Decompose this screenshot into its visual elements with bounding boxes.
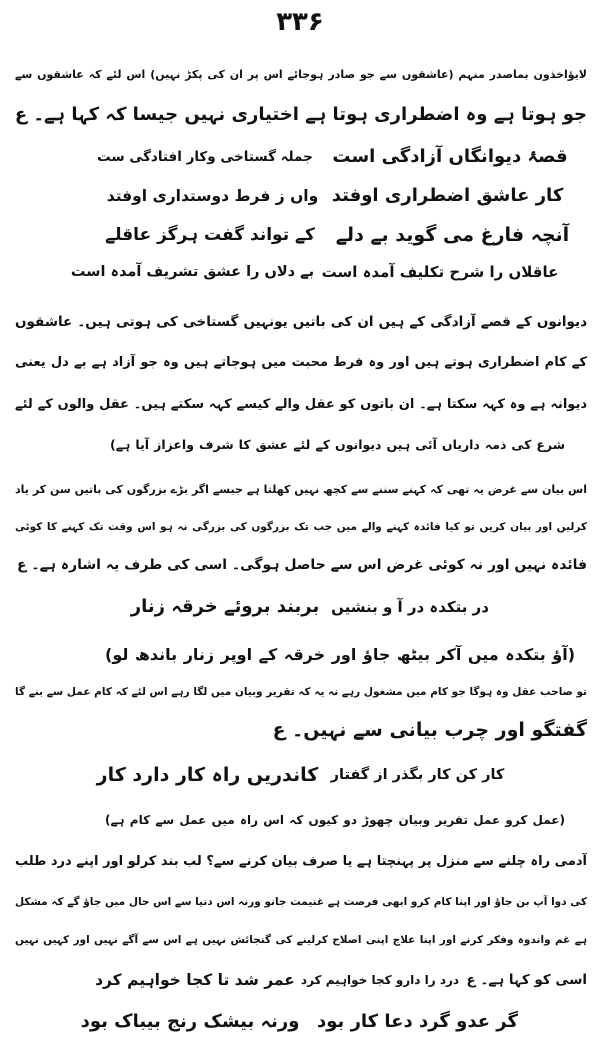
text-line: فائدہ نہیں اور نہ کوئی غرض اس سے حاصل ہوگی۔ اسی کی طرف یہ اشارہ ہے۔ ع [16,557,587,573]
verse-couplet [0,962,600,998]
verse-intro-text: اسی کو کہا ہے۔ ع [467,972,587,988]
text-line: لایؤاخذون بماصدر منہم (عاشقوں سے جو صادر ہوجائے اس پر ان کی پکڑ نہیں) اس لئے کہ عاشقوں سے [15,68,587,81]
verse-hemistich-left: کاندریں راہ کار دارد کار [96,764,319,786]
text-line: کی دوا آپ بن جاؤ اور اپنا کام کرو ابھی فرصت ہے غنیمت جانو ورنہ اس دنیا سے اس حال میں جاؤ گے کہ مشکل [15,896,587,908]
verse-couplet [0,217,600,253]
verse-hemistich-right: قصۂ دیوانگاں آزادگی است [332,146,568,167]
verse-couplet [0,757,600,793]
text-line: آدمی راہ چلنے سے منزل پر پہنچتا ہے یا صرف بیان کرنے سے؟ لب بند کرلو اور اپنے درد طلب [15,854,587,869]
text-line: تو صاحب عقل وہ ہوگا جو کام میں مشغول رہے نہ یہ کہ تقریر وبیان میں لگا رہے اس لئے کہ کام عمل سے بنے گا [15,686,587,698]
verse-hemistich-right: گر عدو گرد دعا کار بود [317,1011,518,1032]
page-number: ۳۳۶ [276,7,324,37]
verse-hemistich-right: کار کن کار بگذر از گفتار [330,767,505,783]
verse-hemistich-left: کے تواند گفت ہرگز عاقلے [105,225,315,245]
text-line: گفتگو اور چرب بیانی سے نہیں۔ ع [272,719,587,741]
verse-hemistich-right: درد را دارو کجا خواہیم کرد [300,973,460,987]
verse-couplet [0,139,600,175]
text-line: ہے غم واندوہ وفکر کرنے اور اپنا علاج اپنی اصلاح کرلینے کی گنجائش نہیں ہے اس سے آگے نہیں اور کہیں نہیں [15,934,587,946]
verse-couplet [0,254,600,290]
verse-hemistich-left: بربند بروئے خرقہ زنار [130,596,320,617]
verse-couplet [0,1004,600,1040]
verse-couplet [0,178,600,214]
verse-couplet [0,589,600,625]
text-line: جو ہوتا ہے وہ اضطراری ہوتا ہے اختیاری نہیں جیسا کہ کہا ہے۔ ع [15,104,587,125]
translation-line: شرع کی ذمہ داریاں آئی ہیں دیوانوں کے لئے عشق کا شرف واعزاز آیا ہے) [110,437,565,452]
verse-hemistich-left: عمر شد تا کجا خواہیم کرد [95,971,295,989]
verse-hemistich-right: آنچہ فارغ می گوید بے دلے [335,224,570,246]
translation-line: (آؤ بتکدہ میں آکر بیٹھ جاؤ اور خرقہ کے اوپر زنار باندھ لو) [105,645,575,664]
verse-hemistich-left: جملہ گستاخی وکار افتادگی ست [97,149,313,165]
verse-hemistich-left: ورنہ بیشک رنج بیباک بود [80,1011,300,1032]
verse-hemistich-right: در بتکدہ در آ و بنشیں [331,598,489,616]
text-line: کرلیں اور بیان کریں تو کیا فائدہ کہنے والے میں جب تک بزرگوں کی بزرگی نہ ہو اس وقت تک کہنے کا کوئی [15,521,587,533]
verse-hemistich-right: عاقلاں را شرح تکلیف آمدہ است [321,263,559,281]
verse-hemistich-right: کار عاشق اضطراری اوفتد [331,185,564,206]
text-line: دیوانوں کے قصے آزادگی کے ہیں ان کی باتیں یونہیں گستاخی کی ہوتی ہیں۔ عاشقوں [15,314,587,330]
translation-line: (عمل کرو عمل تقریر وبیان چھوڑ دو کیوں کہ اس راہ میں عمل سے کام ہے) [105,813,565,827]
text-line: اس بیان سے غرض یہ تھی کہ کہنے سننے سے کچھ نہیں کھلتا ہے جیسے اگر بڑے بزرگوں کی باتیں سن کر یاد [15,483,587,496]
verse-hemistich-left: واں ز فرط دوستداری اوفتد [106,187,319,205]
text-line: کے کام اضطراری ہوتے ہیں اور وہ فرط محبت میں ہوجاتے ہیں وہ جو آزاد ہے بے دل یعنی [15,355,587,370]
verse-hemistich-left: بے دلاں را عشق تشریف آمدہ است [70,264,315,280]
text-line: دیوانہ ہے وہ کہہ سکتا ہے۔ ان باتوں کو عقل والے کیسے کہہ سکتے ہیں۔ عقل والوں کے لئے [15,397,587,412]
